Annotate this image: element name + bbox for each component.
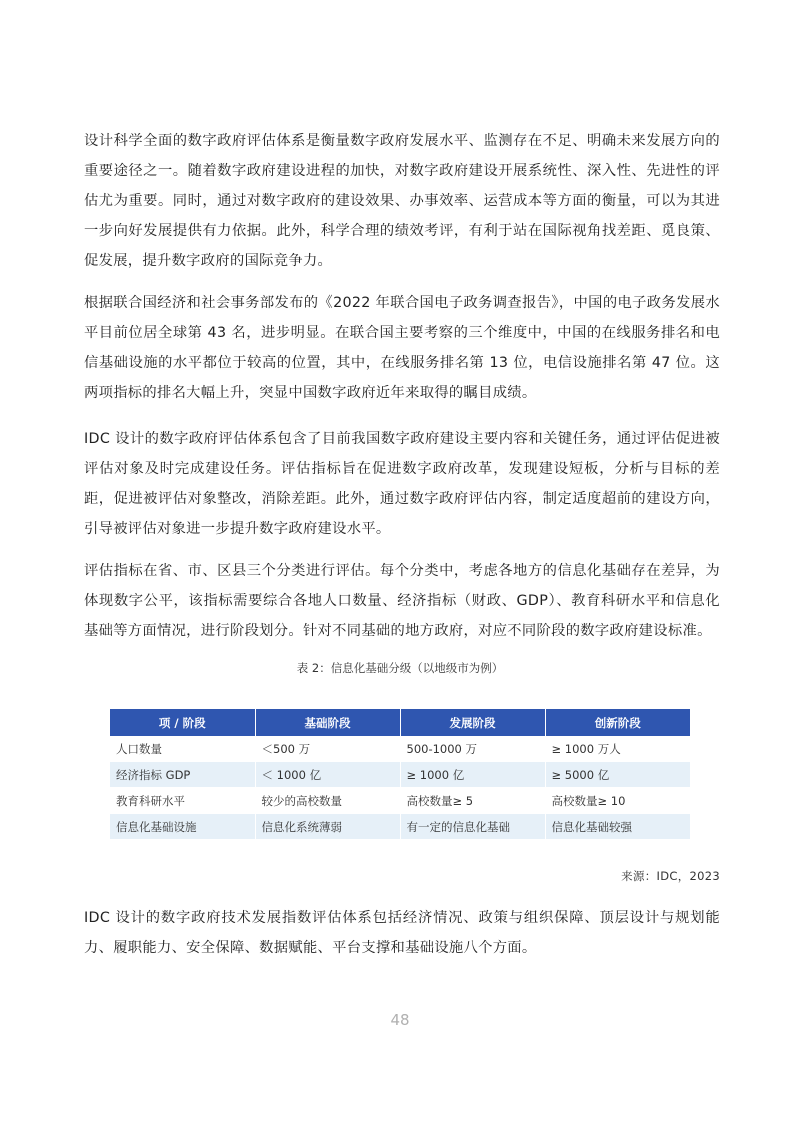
table-caption: 表 2：信息化基础分级（以地级市为例）	[296, 661, 504, 675]
body-paragraph: IDC 设计的数字政府评估体系包含了目前我国数字政府建设主要内容和关键任务，通过评估促进被评估对象及时完成建设任务。评估指标旨在促进数字政府改革，发现建设短板，分析与目标的差距，促进被评估对象整改，消除差距。此外，通过数字政府评估内容，制定适度超前的建设方向，引导被评估对象进一步提升数字政府建设水平。	[84, 431, 720, 537]
table-cell: 有一定的信息化基础	[400, 814, 545, 840]
table-cell: 教育科研水平	[110, 788, 255, 814]
table-source: 来源：IDC，2023	[621, 869, 720, 883]
table-cell: ≥ 1000 亿	[400, 762, 545, 788]
table-header-cell: 项 / 阶段	[110, 709, 255, 736]
body-paragraph: IDC 设计的数字政府技术发展指数评估体系包括经济情况、政策与组织保障、顶层设计与规划能力、履职能力、安全保障、数据赋能、平台支撑和基础设施八个方面。	[84, 910, 720, 956]
table-cell: 信息化基础设施	[110, 814, 255, 840]
table-cell: ≥ 1000 万人	[545, 736, 690, 762]
table-row	[110, 788, 690, 814]
table-row	[110, 762, 690, 788]
table-cell: ＜500 万	[255, 736, 400, 762]
body-paragraph: 评估指标在省、市、区县三个分类进行评估。每个分类中，考虑各地方的信息化基础存在差异，为体现数字公平，该指标需要综合各地人口数量、经济指标（财政、GDP）、教育科研水平和信息化基础等方面情况，进行阶段划分。针对不同基础的地方政府，对应不同阶段的数字政府建设标准。	[84, 563, 720, 639]
table-cell: 较少的高校数量	[255, 788, 400, 814]
table-cell: 信息化系统薄弱	[255, 814, 400, 840]
table-header-cell: 创新阶段	[545, 709, 690, 736]
body-paragraph: 根据联合国经济和社会事务部发布的《2022 年联合国电子政务调查报告》，中国的电子政务发展水平目前位居全球第 43 名，进步明显。在联合国主要考察的三个维度中，中国的在线服务排名和电信基础设施的水平都位于较高的位置，其中，在线服务排名第 13 位，电信设施排名第 47 位。这两项指标的排名大幅上升，突显中国数字政府近年来取得的瞩目成绩。	[84, 295, 720, 401]
table-header-cell: 基础阶段	[255, 709, 400, 736]
table-cell: 500-1000 万	[400, 736, 545, 762]
table-header-cell: 发展阶段	[400, 709, 545, 736]
table-row	[110, 814, 690, 840]
table-row	[110, 736, 690, 762]
table-cell: ＜ 1000 亿	[255, 762, 400, 788]
table-cell: 高校数量≥ 5	[400, 788, 545, 814]
info-base-table	[110, 709, 690, 840]
table-cell: 信息化基础较强	[545, 814, 690, 840]
table-cell: ≥ 5000 亿	[545, 762, 690, 788]
body-paragraph: 设计科学全面的数字政府评估体系是衡量数字政府发展水平、监测存在不足、明确未来发展方向的重要途径之一。随着数字政府建设进程的加快，对数字政府建设开展系统性、深入性、先进性的评估尤为重要。同时，通过对数字政府的建设效果、办事效率、运营成本等方面的衡量，可以为其进一步向好发展提供有力依据。此外，科学合理的绩效考评，有利于站在国际视角找差距、觅良策、促发展，提升数字政府的国际竞争力。	[84, 133, 720, 269]
table-container	[110, 709, 690, 840]
table-cell: 高校数量≥ 10	[545, 788, 690, 814]
page-number: 48	[390, 1011, 410, 1029]
table-header-row	[110, 709, 690, 736]
table-cell: 经济指标 GDP	[110, 762, 255, 788]
table-cell: 人口数量	[110, 736, 255, 762]
